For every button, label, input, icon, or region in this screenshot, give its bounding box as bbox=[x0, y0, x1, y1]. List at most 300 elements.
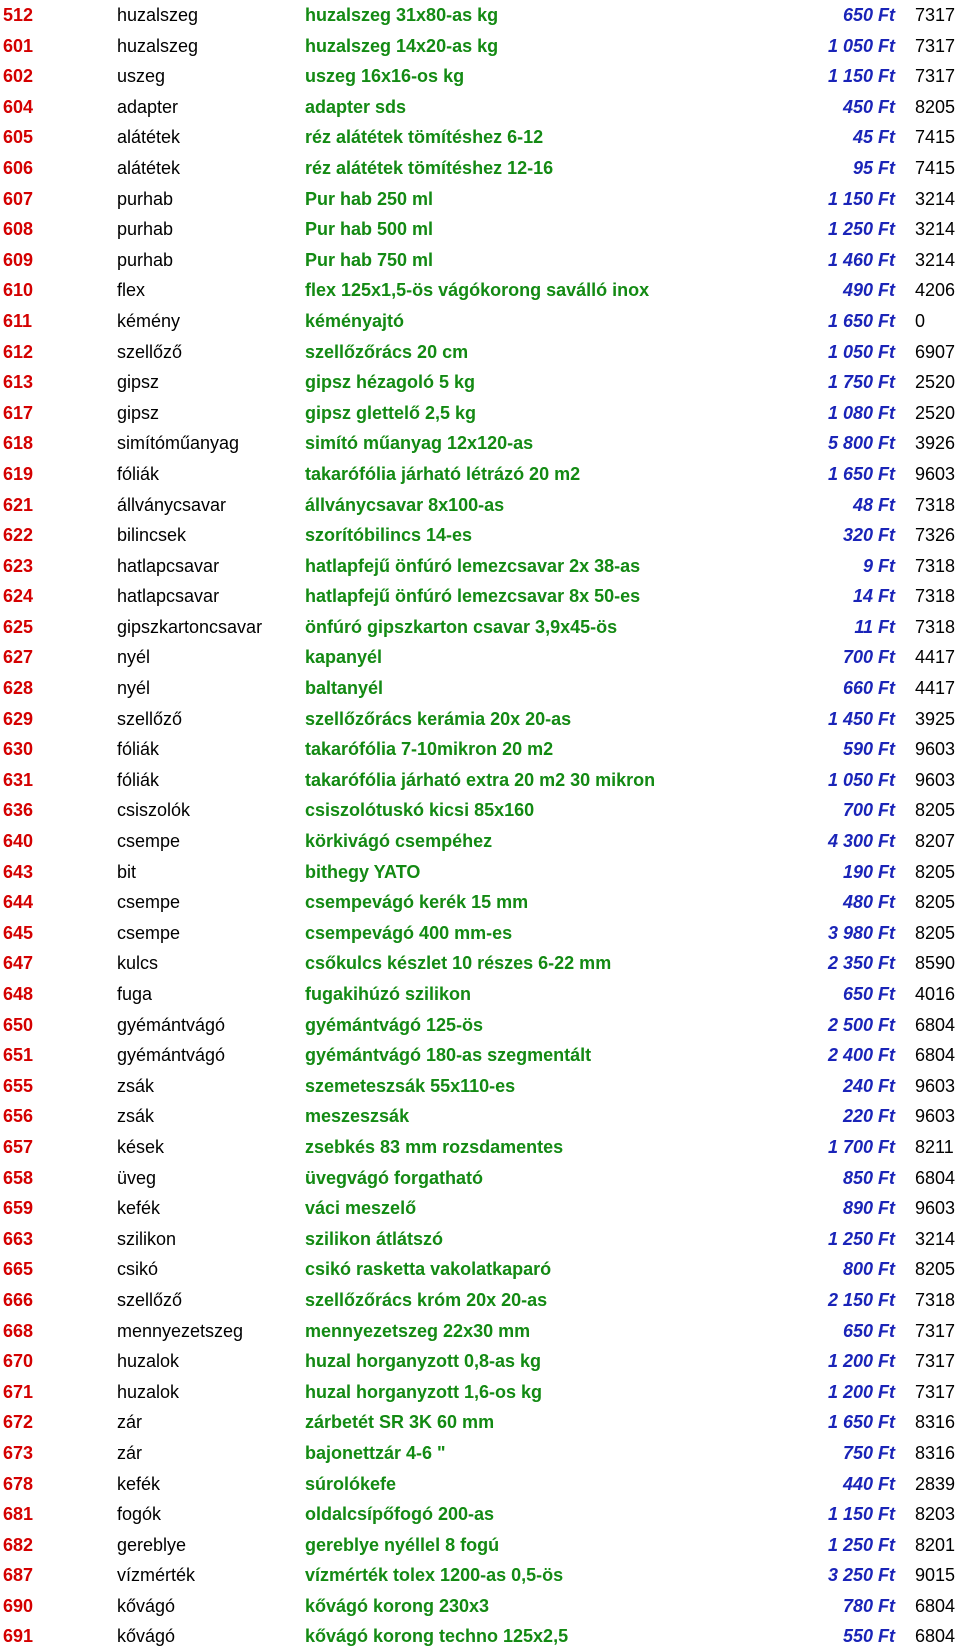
item-category: bilincsek bbox=[117, 525, 187, 546]
item-name: huzalszeg 31x80-as kg bbox=[305, 5, 499, 25]
item-ref-number: 2839 bbox=[915, 1473, 956, 1494]
item-code: 643 bbox=[3, 861, 34, 882]
item-name: szellőzőrács kerámia 20x 20-as bbox=[305, 708, 572, 729]
item-price: 240 Ft bbox=[842, 1075, 895, 1096]
item-code: 623 bbox=[3, 555, 34, 576]
table-row bbox=[0, 581, 960, 612]
item-ref-number: 4206 bbox=[915, 280, 956, 301]
item-name: simító műanyag 12x120-as bbox=[305, 433, 534, 454]
item-category: kefék bbox=[117, 1198, 161, 1219]
item-ref-number: 8316 bbox=[915, 1442, 956, 1463]
item-category: adapter bbox=[117, 96, 179, 117]
item-price: 1 150 Ft bbox=[827, 1504, 895, 1525]
item-code: 678 bbox=[3, 1473, 34, 1494]
item-code: 682 bbox=[3, 1534, 34, 1555]
item-category: kések bbox=[117, 1136, 165, 1157]
item-code: 658 bbox=[3, 1167, 34, 1188]
item-ref-number: 9015 bbox=[915, 1565, 956, 1586]
item-code: 628 bbox=[3, 678, 34, 699]
item-ref-number: 9603 bbox=[915, 1075, 956, 1096]
item-category: huzalszeg bbox=[117, 5, 199, 25]
item-name: gyémántvágó 125-ös bbox=[305, 1014, 484, 1035]
item-name: hatlapfejű önfúró lemezcsavar 8x 50-es bbox=[305, 586, 641, 607]
item-category: kémény bbox=[117, 310, 181, 331]
item-code: 647 bbox=[3, 953, 34, 974]
item-price: 1 250 Ft bbox=[827, 1228, 895, 1249]
item-name: csempevágó 400 mm-es bbox=[305, 922, 513, 943]
item-ref-number: 8205 bbox=[915, 892, 956, 913]
table-row bbox=[0, 490, 960, 521]
item-ref-number: 7318 bbox=[915, 616, 956, 637]
table-row bbox=[0, 948, 960, 979]
item-price: 1 650 Ft bbox=[827, 310, 895, 331]
table-row bbox=[0, 428, 960, 459]
item-category: gipsz bbox=[117, 372, 160, 393]
table-row bbox=[0, 734, 960, 765]
item-category: vízmérték bbox=[117, 1565, 196, 1586]
item-category: csempe bbox=[117, 892, 181, 913]
table-row bbox=[0, 1285, 960, 1316]
item-name: csiszolótuskó kicsi 85x160 bbox=[305, 800, 535, 821]
item-price: 1 250 Ft bbox=[827, 219, 895, 240]
table-row bbox=[0, 826, 960, 857]
item-price: 1 080 Ft bbox=[827, 402, 895, 423]
item-category: csempe bbox=[117, 831, 181, 852]
item-name: súrolókefe bbox=[305, 1473, 397, 1494]
item-ref-number: 7415 bbox=[915, 157, 956, 178]
item-category: fóliák bbox=[117, 769, 160, 790]
item-code: 663 bbox=[3, 1228, 34, 1249]
item-ref-number: 2520 bbox=[915, 372, 956, 393]
item-code: 601 bbox=[3, 35, 34, 56]
table-row bbox=[0, 1438, 960, 1469]
item-name: vízmérték tolex 1200-as 0,5-ös bbox=[305, 1565, 564, 1586]
item-ref-number: 8201 bbox=[915, 1534, 956, 1555]
item-name: flex 125x1,5-ös vágókorong saválló inox bbox=[305, 280, 650, 301]
item-price: 890 Ft bbox=[842, 1198, 895, 1219]
item-code: 670 bbox=[3, 1351, 34, 1372]
item-code: 609 bbox=[3, 249, 34, 270]
item-category: csempe bbox=[117, 922, 181, 943]
table-row bbox=[0, 31, 960, 62]
item-category: purhab bbox=[117, 219, 174, 240]
item-code: 617 bbox=[3, 402, 34, 423]
item-price: 1 650 Ft bbox=[827, 1412, 895, 1433]
table-row bbox=[0, 153, 960, 184]
item-code: 651 bbox=[3, 1045, 34, 1066]
item-ref-number: 9603 bbox=[915, 1106, 956, 1127]
item-category: uszeg bbox=[117, 66, 166, 87]
item-name: mennyezetszeg 22x30 mm bbox=[305, 1320, 531, 1341]
item-price: 1 150 Ft bbox=[827, 188, 895, 209]
item-ref-number: 6804 bbox=[915, 1014, 956, 1035]
item-price: 190 Ft bbox=[842, 861, 895, 882]
item-ref-number: 7318 bbox=[915, 586, 956, 607]
item-name: huzalszeg 14x20-as kg bbox=[305, 35, 499, 56]
item-price: 700 Ft bbox=[842, 647, 895, 668]
item-ref-number: 3926 bbox=[915, 433, 956, 454]
table-row bbox=[0, 459, 960, 490]
table-row bbox=[0, 887, 960, 918]
item-code: 611 bbox=[3, 310, 33, 331]
item-category: csiszolók bbox=[117, 800, 191, 821]
item-category: alátétek bbox=[117, 127, 181, 148]
table-row bbox=[0, 1469, 960, 1500]
item-category: gipszkartoncsavar bbox=[117, 616, 263, 637]
item-price: 2 350 Ft bbox=[827, 953, 895, 974]
item-price: 1 050 Ft bbox=[827, 769, 895, 790]
item-category: purhab bbox=[117, 188, 174, 209]
item-price: 1 200 Ft bbox=[827, 1351, 895, 1372]
item-price: 780 Ft bbox=[842, 1595, 895, 1616]
item-category: nyél bbox=[117, 647, 151, 668]
item-name: meszeszsák bbox=[305, 1106, 410, 1127]
item-name: adapter sds bbox=[305, 96, 407, 117]
item-code: 625 bbox=[3, 616, 34, 637]
item-code: 607 bbox=[3, 188, 34, 209]
item-category: zár bbox=[117, 1412, 143, 1433]
item-price: 450 Ft bbox=[842, 96, 895, 117]
item-category: alátétek bbox=[117, 157, 181, 178]
item-name: fugakihúzó szilikon bbox=[305, 984, 472, 1004]
table-row bbox=[0, 184, 960, 215]
item-ref-number: 8590 bbox=[915, 953, 956, 974]
item-name: kapanyél bbox=[305, 647, 383, 668]
table-row bbox=[0, 0, 960, 31]
table-row bbox=[0, 704, 960, 735]
table-row bbox=[0, 1163, 960, 1194]
item-category: állványcsavar bbox=[117, 494, 227, 515]
item-name: csempevágó kerék 15 mm bbox=[305, 892, 529, 913]
item-price: 2 150 Ft bbox=[827, 1289, 895, 1310]
item-category: huzalszeg bbox=[117, 35, 199, 56]
item-price: 700 Ft bbox=[842, 800, 895, 821]
item-code: 666 bbox=[3, 1289, 34, 1310]
item-category: szellőző bbox=[117, 708, 183, 729]
item-price: 750 Ft bbox=[842, 1442, 895, 1463]
item-price: 1 450 Ft bbox=[827, 708, 895, 729]
item-ref-number: 9603 bbox=[915, 1198, 956, 1219]
item-ref-number: 0 bbox=[915, 310, 926, 331]
item-category: fuga bbox=[117, 984, 153, 1004]
item-ref-number: 8205 bbox=[915, 96, 956, 117]
item-category: gipsz bbox=[117, 402, 160, 423]
item-code: 621 bbox=[3, 494, 34, 515]
item-name: bithegy YATO bbox=[305, 861, 421, 882]
item-code: 640 bbox=[3, 831, 34, 852]
item-category: szellőző bbox=[117, 341, 183, 362]
item-ref-number: 7318 bbox=[915, 1289, 956, 1310]
item-price: 1 750 Ft bbox=[827, 372, 895, 393]
item-code: 512 bbox=[3, 5, 34, 25]
table-row bbox=[0, 551, 960, 582]
table-row bbox=[0, 612, 960, 643]
item-ref-number: 7317 bbox=[915, 66, 956, 87]
table-row bbox=[0, 1377, 960, 1408]
table-row bbox=[0, 1193, 960, 1224]
item-ref-number: 4417 bbox=[915, 678, 956, 699]
item-ref-number: 7317 bbox=[915, 1381, 956, 1402]
item-ref-number: 3214 bbox=[915, 249, 956, 270]
item-code: 657 bbox=[3, 1136, 34, 1157]
item-category: zsák bbox=[117, 1075, 155, 1096]
item-ref-number: 4417 bbox=[915, 647, 956, 668]
item-price: 9 Ft bbox=[862, 555, 895, 576]
table-row bbox=[0, 275, 960, 306]
table-row bbox=[0, 92, 960, 123]
table-row bbox=[0, 306, 960, 337]
item-ref-number: 2520 bbox=[915, 402, 956, 423]
table-row bbox=[0, 918, 960, 949]
item-price: 220 Ft bbox=[842, 1106, 895, 1127]
item-name: zárbetét SR 3K 60 mm bbox=[305, 1412, 495, 1433]
item-price: 95 Ft bbox=[852, 157, 895, 178]
item-code: 672 bbox=[3, 1412, 34, 1433]
item-price: 650 Ft bbox=[842, 5, 895, 25]
item-name: Pur hab 250 ml bbox=[305, 188, 434, 209]
item-price: 45 Ft bbox=[852, 127, 895, 148]
item-code: 613 bbox=[3, 372, 34, 393]
item-price: 490 Ft bbox=[842, 280, 895, 301]
item-ref-number: 3925 bbox=[915, 708, 956, 729]
item-name: csőkulcs készlet 10 részes 6-22 mm bbox=[305, 953, 612, 974]
item-code: 673 bbox=[3, 1442, 34, 1463]
item-ref-number: 8205 bbox=[915, 922, 956, 943]
table-row bbox=[0, 367, 960, 398]
item-category: huzalok bbox=[117, 1351, 180, 1372]
table-row bbox=[0, 642, 960, 673]
item-ref-number: 6804 bbox=[915, 1167, 956, 1188]
item-price: 1 200 Ft bbox=[827, 1381, 895, 1402]
item-ref-number: 6907 bbox=[915, 341, 956, 362]
item-name: Pur hab 500 ml bbox=[305, 219, 434, 240]
item-code: 645 bbox=[3, 922, 34, 943]
item-category: hatlapcsavar bbox=[117, 586, 220, 607]
item-name: réz alátétek tömítéshez 6-12 bbox=[305, 127, 544, 148]
item-price: 850 Ft bbox=[842, 1167, 895, 1188]
item-category: fóliák bbox=[117, 739, 160, 760]
item-code: 629 bbox=[3, 708, 34, 729]
table-row bbox=[0, 1071, 960, 1102]
item-category: kefék bbox=[117, 1473, 161, 1494]
table-row bbox=[0, 1346, 960, 1377]
table-row bbox=[0, 245, 960, 276]
item-name: szellőzőrács 20 cm bbox=[305, 341, 469, 362]
item-ref-number: 8205 bbox=[915, 1259, 956, 1280]
item-price: 1 700 Ft bbox=[827, 1136, 895, 1157]
item-ref-number: 7318 bbox=[915, 494, 956, 515]
table-row bbox=[0, 979, 960, 1010]
item-ref-number: 4016 bbox=[915, 984, 956, 1004]
table-row bbox=[0, 1316, 960, 1347]
item-code: 610 bbox=[3, 280, 34, 301]
table-row bbox=[0, 1224, 960, 1255]
table-row bbox=[0, 122, 960, 153]
item-name: körkivágó csempéhez bbox=[305, 831, 493, 852]
item-category: bit bbox=[117, 861, 137, 882]
item-ref-number: 9603 bbox=[915, 769, 956, 790]
item-category: fogók bbox=[117, 1504, 162, 1525]
item-code: 602 bbox=[3, 66, 34, 87]
item-ref-number: 8205 bbox=[915, 861, 956, 882]
item-code: 671 bbox=[3, 1381, 34, 1402]
item-category: kővágó bbox=[117, 1595, 176, 1616]
item-name: huzal horganyzott 0,8-as kg bbox=[305, 1351, 542, 1372]
item-price: 320 Ft bbox=[842, 525, 895, 546]
table-row bbox=[0, 1040, 960, 1071]
item-ref-number: 8316 bbox=[915, 1412, 956, 1433]
item-category: huzalok bbox=[117, 1381, 180, 1402]
item-category: üveg bbox=[117, 1167, 157, 1188]
item-price: 1 250 Ft bbox=[827, 1534, 895, 1555]
item-ref-number: 3214 bbox=[915, 188, 956, 209]
item-price: 1 460 Ft bbox=[827, 249, 895, 270]
table-row bbox=[0, 765, 960, 796]
item-code: 636 bbox=[3, 800, 34, 821]
item-code: 687 bbox=[3, 1565, 34, 1586]
item-code: 608 bbox=[3, 219, 34, 240]
item-ref-number: 6804 bbox=[915, 1595, 956, 1616]
item-code: 668 bbox=[3, 1320, 34, 1341]
item-category: gereblye bbox=[117, 1534, 187, 1555]
item-name: uszeg 16x16-os kg bbox=[305, 66, 465, 87]
item-name: szemeteszsák 55x110-es bbox=[305, 1075, 516, 1096]
item-category: gyémántvágó bbox=[117, 1014, 226, 1035]
item-code: 630 bbox=[3, 739, 34, 760]
item-ref-number: 8207 bbox=[915, 831, 956, 852]
item-ref-number: 7317 bbox=[915, 1351, 956, 1372]
item-ref-number: 9603 bbox=[915, 739, 956, 760]
table-row bbox=[0, 1254, 960, 1285]
item-price: 14 Ft bbox=[852, 586, 895, 607]
item-price: 3 980 Ft bbox=[827, 922, 895, 943]
item-ref-number: 7326 bbox=[915, 525, 956, 546]
item-name: kővágó korong 230x3 bbox=[305, 1595, 490, 1616]
item-category: nyél bbox=[117, 678, 151, 699]
item-name: kéményajtó bbox=[305, 310, 405, 331]
table-row bbox=[0, 214, 960, 245]
item-category: kulcs bbox=[117, 953, 159, 974]
item-category: fóliák bbox=[117, 463, 160, 484]
item-code: 619 bbox=[3, 463, 34, 484]
item-name: baltanyél bbox=[305, 678, 384, 699]
item-name: huzal horganyzott 1,6-os kg bbox=[305, 1381, 543, 1402]
item-ref-number: 8211 bbox=[915, 1136, 954, 1157]
item-price: 2 500 Ft bbox=[827, 1014, 895, 1035]
item-category: gyémántvágó bbox=[117, 1045, 226, 1066]
table-row bbox=[0, 1591, 960, 1622]
item-name: gipsz glettelő 2,5 kg bbox=[305, 402, 477, 423]
item-price: 440 Ft bbox=[842, 1473, 895, 1494]
item-category: szilikon bbox=[117, 1228, 177, 1249]
item-price: 5 800 Ft bbox=[827, 433, 895, 454]
item-name: zsebkés 83 mm rozsdamentes bbox=[305, 1136, 564, 1157]
item-code: 681 bbox=[3, 1504, 34, 1525]
item-name: takarófólia 7-10mikron 20 m2 bbox=[305, 739, 554, 760]
item-name: bajonettzár 4-6 " bbox=[305, 1442, 446, 1463]
item-ref-number: 3214 bbox=[915, 1228, 956, 1249]
item-ref-number: 6804 bbox=[915, 1045, 956, 1066]
table-row bbox=[0, 1499, 960, 1530]
table-row bbox=[0, 337, 960, 368]
table-row bbox=[0, 1530, 960, 1561]
item-category: hatlapcsavar bbox=[117, 555, 220, 576]
item-price: 550 Ft bbox=[842, 1626, 895, 1647]
table-row bbox=[0, 520, 960, 551]
item-name: szellőzőrács króm 20x 20-as bbox=[305, 1289, 548, 1310]
item-name: állványcsavar 8x100-as bbox=[305, 494, 505, 515]
item-code: 624 bbox=[3, 586, 34, 607]
table-row bbox=[0, 673, 960, 704]
item-ref-number: 3214 bbox=[915, 219, 956, 240]
item-name: szilikon átlátszó bbox=[305, 1228, 444, 1249]
item-category: mennyezetszeg bbox=[117, 1320, 244, 1341]
item-code: 648 bbox=[3, 984, 34, 1004]
item-code: 622 bbox=[3, 525, 34, 546]
item-ref-number: 9603 bbox=[915, 463, 956, 484]
item-name: gyémántvágó 180-as szegmentált bbox=[305, 1045, 592, 1066]
item-name: takarófólia járható létrázó 20 m2 bbox=[305, 463, 581, 484]
table-row bbox=[0, 795, 960, 826]
item-code: 631 bbox=[3, 769, 34, 790]
item-price: 1 050 Ft bbox=[827, 35, 895, 56]
item-code: 618 bbox=[3, 433, 34, 454]
item-name: takarófólia járható extra 20 m2 30 mikron bbox=[305, 769, 656, 790]
item-name: csikó rasketta vakolatkaparó bbox=[305, 1259, 552, 1280]
item-code: 691 bbox=[3, 1626, 34, 1647]
item-category: purhab bbox=[117, 249, 174, 270]
item-code: 605 bbox=[3, 127, 34, 148]
item-name: Pur hab 750 ml bbox=[305, 249, 434, 270]
item-code: 644 bbox=[3, 892, 34, 913]
item-category: flex bbox=[117, 280, 146, 301]
table-row bbox=[0, 1407, 960, 1438]
item-code: 604 bbox=[3, 96, 34, 117]
item-price: 2 400 Ft bbox=[827, 1045, 895, 1066]
item-code: 612 bbox=[3, 341, 34, 362]
item-category: szellőző bbox=[117, 1289, 183, 1310]
item-code: 656 bbox=[3, 1106, 34, 1127]
item-name: réz alátétek tömítéshez 12-16 bbox=[305, 157, 554, 178]
item-price: 1 150 Ft bbox=[827, 66, 895, 87]
item-category: simítóműanyag bbox=[117, 433, 240, 454]
table-row bbox=[0, 398, 960, 429]
item-name: kővágó korong techno 125x2,5 bbox=[305, 1626, 569, 1647]
item-price: 650 Ft bbox=[842, 984, 895, 1004]
item-ref-number: 6804 bbox=[915, 1626, 956, 1647]
item-code: 659 bbox=[3, 1198, 34, 1219]
item-ref-number: 7317 bbox=[915, 35, 956, 56]
item-price: 590 Ft bbox=[842, 739, 895, 760]
item-code: 690 bbox=[3, 1595, 34, 1616]
item-price: 480 Ft bbox=[842, 892, 895, 913]
item-code: 665 bbox=[3, 1259, 34, 1280]
item-name: oldalcsípőfogó 200-as bbox=[305, 1504, 495, 1525]
item-code: 606 bbox=[3, 157, 34, 178]
item-name: üvegvágó forgatható bbox=[305, 1167, 484, 1188]
item-price: 48 Ft bbox=[852, 494, 895, 515]
table-row bbox=[0, 1621, 960, 1652]
item-price: 800 Ft bbox=[842, 1259, 895, 1280]
table-row bbox=[0, 1010, 960, 1041]
table-row bbox=[0, 61, 960, 92]
table-row bbox=[0, 1132, 960, 1163]
item-category: csikó bbox=[117, 1259, 159, 1280]
item-category: kővágó bbox=[117, 1626, 176, 1647]
item-name: váci meszelő bbox=[305, 1198, 417, 1219]
item-name: gipsz hézagoló 5 kg bbox=[305, 372, 476, 393]
item-name: önfúró gipszkarton csavar 3,9x45-ös bbox=[305, 616, 618, 637]
